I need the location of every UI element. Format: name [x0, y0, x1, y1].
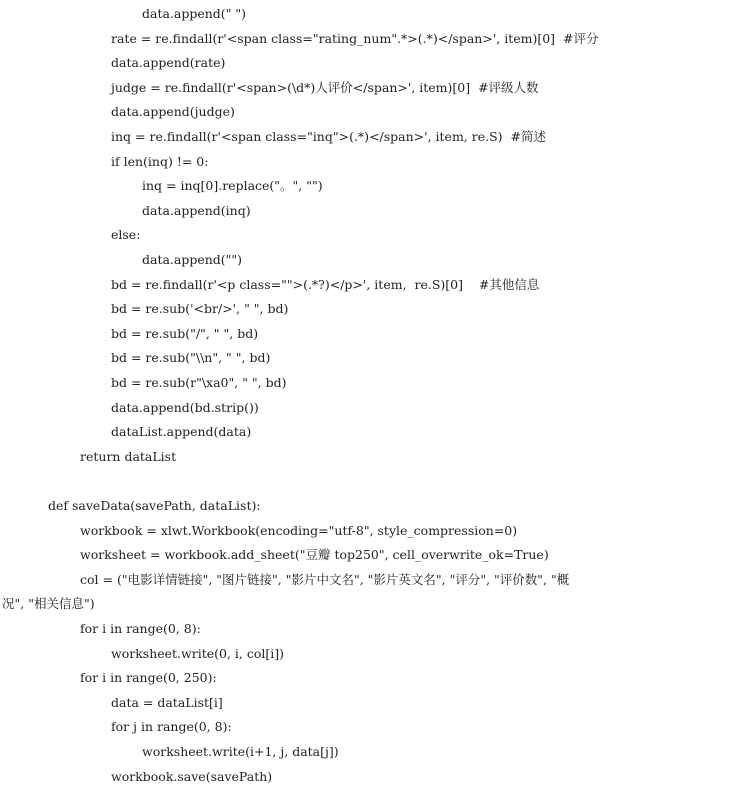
code-line: for j in range(0, 8): — [111, 719, 232, 735]
code-line: col = ("电影详情链接", "图片链接", "影片中文名", "影片英文名", "评分", "评价数", "概 — [80, 571, 570, 587]
code-line: bd = re.findall(r'<p class="">(.*?)</p>', item, re.S)[0] #其他信息 — [111, 276, 540, 292]
code-line: workbook = xlwt.Workbook(encoding="utf-8", style_compression=0) — [80, 522, 518, 538]
code-line: worksheet.write(i+1, j, data[j]) — [142, 744, 339, 759]
code-line: bd = re.sub(r"\xa0", " ", bd) — [111, 375, 287, 390]
code-line: data.append(bd.strip()) — [111, 399, 259, 415]
code-line: inq = re.findall(r'<span class="inq">(.*)</span>', item, re.S) #简述 — [111, 129, 546, 144]
code-line: data.append(judge) — [111, 104, 235, 120]
code-line: data.append(rate) — [111, 55, 226, 71]
code-line: data = dataList[i] — [111, 694, 223, 710]
code-line: data.append(" ") — [142, 6, 247, 21]
code-line: worksheet = workbook.add_sheet("豆瓣 top250", cell_overwrite_ok=True) — [80, 547, 549, 563]
code-line: data.append(inq) — [142, 202, 251, 218]
code-line: dataList.append(data) — [111, 424, 252, 440]
code-line: worksheet.write(0, i, col[i]) — [111, 645, 284, 661]
code-line: rate = re.findall(r'<span class="rating_num".*>(.*)</span>', item)[0] #评分 — [111, 30, 599, 46]
code-line: data.append("") — [142, 252, 243, 267]
code-line: else: — [111, 227, 141, 243]
code-line: bd = re.sub("\\n", " ", bd) — [111, 350, 271, 366]
code-line: bd = re.sub("/", " ", bd) — [111, 325, 259, 341]
code-line: if len(inq) != 0: — [111, 153, 209, 169]
code-line: judge = re.findall(r'<span>(\d*)人评价</span>', item)[0] #评级人数 — [111, 79, 539, 95]
code-line: bd = re.sub('<br/>', " ", bd) — [111, 301, 289, 317]
code-line: 况", "相关信息") — [2, 596, 95, 612]
code-line: return dataList — [80, 448, 177, 464]
code-line: def saveData(savePath, dataList): — [48, 498, 261, 513]
code-line: inq = inq[0].replace("。", "") — [142, 178, 323, 194]
code-line: for i in range(0, 8): — [80, 621, 201, 636]
code-line: workbook.save(savePath) — [111, 768, 273, 784]
code-line: for i in range(0, 250): — [80, 670, 217, 686]
